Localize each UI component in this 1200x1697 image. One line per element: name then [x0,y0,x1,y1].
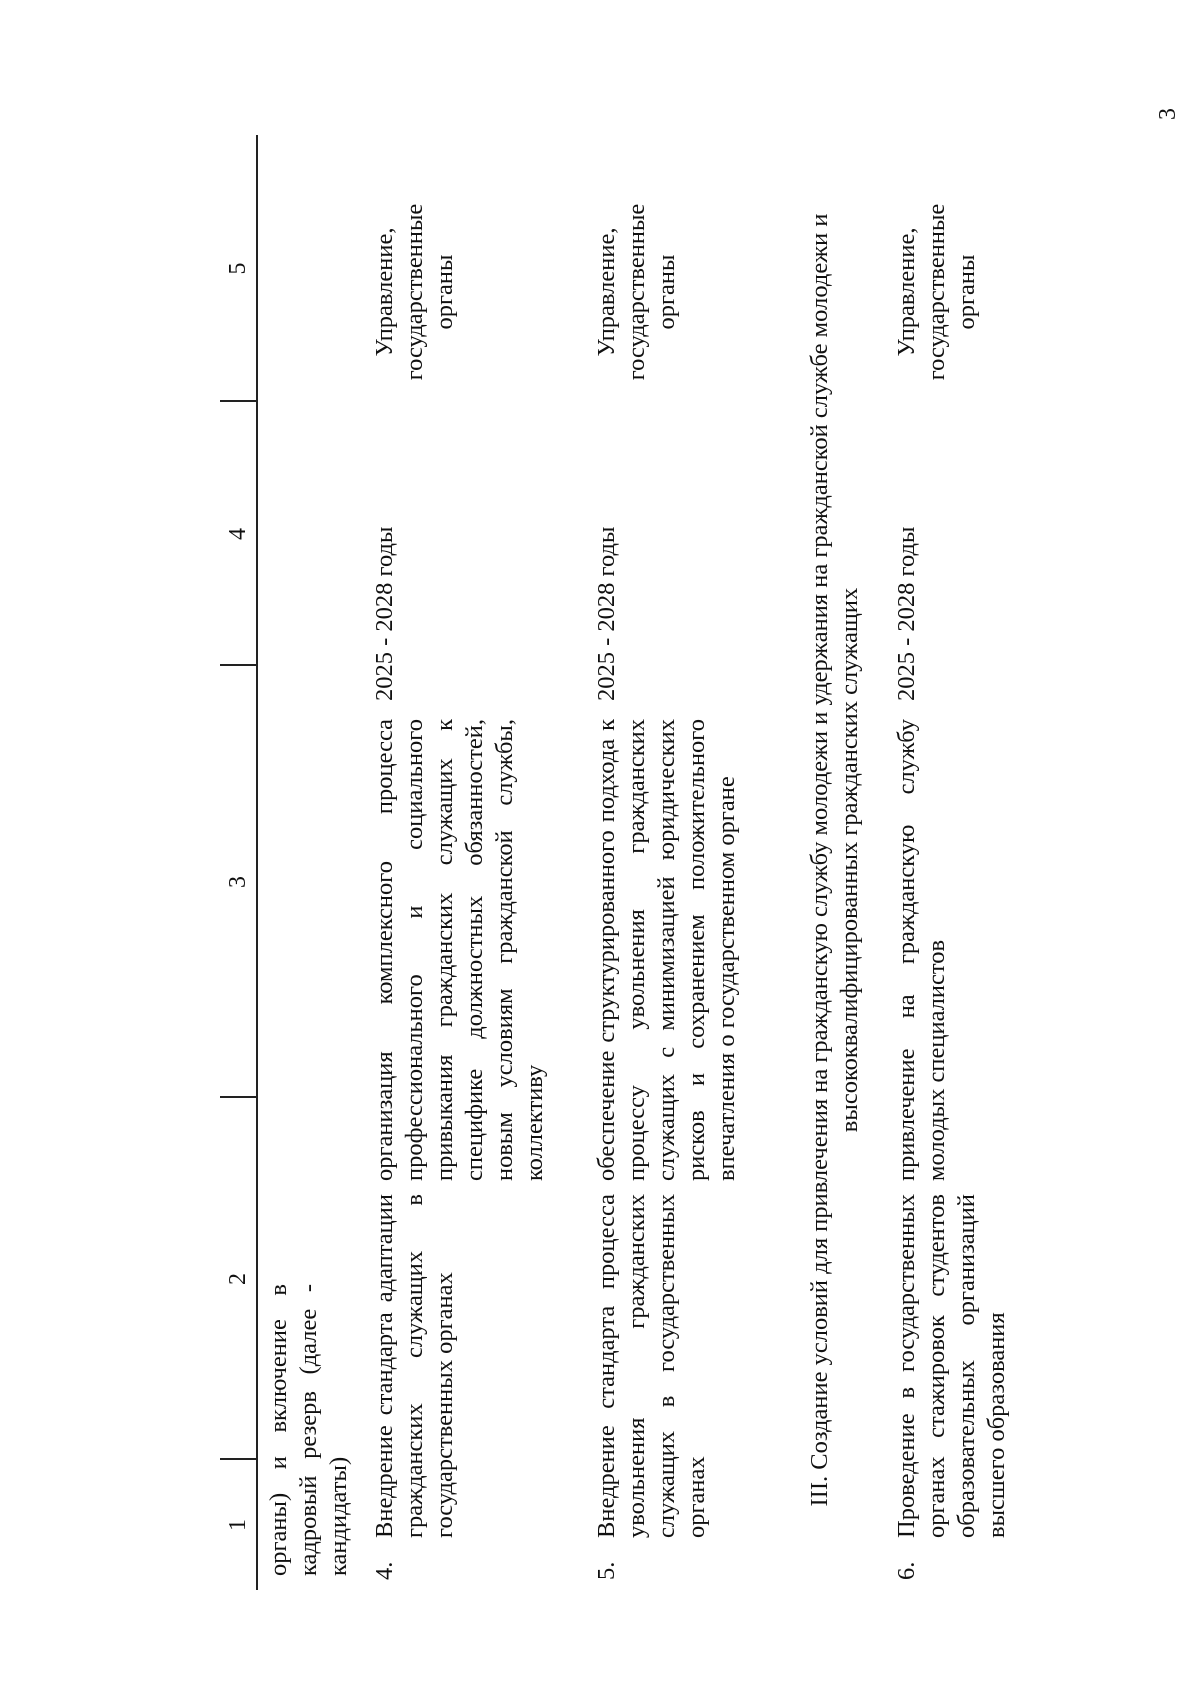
header-col-4: 4 [225,528,251,540]
header-divider [220,1459,256,1461]
row-number: 4. [371,1561,398,1580]
header-divider [220,1097,256,1099]
section-title: III. Создание условий для привлечения на гражданскую службу молодежи и удержания на гражданской службе молодежи и высококвалифицированных гражданских служащих [806,213,863,1507]
header-divider [220,401,256,403]
row-measure: Внедрение стандарта процесса увольнения гражданских служащих в государственных органах [593,1194,710,1538]
header-divider [220,665,256,667]
row-responsible: Управление, государственные органы [593,203,680,381]
row-responsible: Управление, государственные органы [371,203,458,381]
page-number: 3 [1155,108,1181,120]
row-term: 2025 - 2028 годы [893,526,920,701]
header-col-1: 1 [225,1519,251,1531]
header-col-3: 3 [225,876,251,888]
row-number: 5. [593,1561,620,1580]
header-col-5: 5 [225,262,251,275]
header-col-2: 2 [225,1273,251,1285]
row-content: привлечение на гражданскую службу молодых специалистов [893,719,950,1181]
row-term: 2025 - 2028 годы [593,526,620,701]
continuation-measure: органы) и включение в кадровый резерв (далее - кандидаты) [265,1284,352,1576]
row-responsible: Управление, государственные органы [893,203,980,381]
row-term: 2025 - 2028 годы [371,526,398,701]
rotated-table-page [220,135,1200,1590]
row-measure: Внедрение стандарта адаптации гражданских служащих в государственных органах [371,1194,458,1538]
row-content: организация комплексного процесса профессионального и социального привыкания гражданских служащих к специфике должностных обязанностей, новым условиям гражданской службы, коллективу [371,719,548,1181]
row-content: обеспечение структурированного подхода к процессу увольнения гражданских служащих с минимизацией юридических рисков и сохранением положительного впечатления о государственном органе [593,719,740,1181]
row-measure: Проведение в государственных органах стажировок студентов образовательных организаций высшего образования [893,1194,1010,1538]
header-bottom-rule [256,135,258,1590]
row-number: 6. [893,1561,920,1580]
